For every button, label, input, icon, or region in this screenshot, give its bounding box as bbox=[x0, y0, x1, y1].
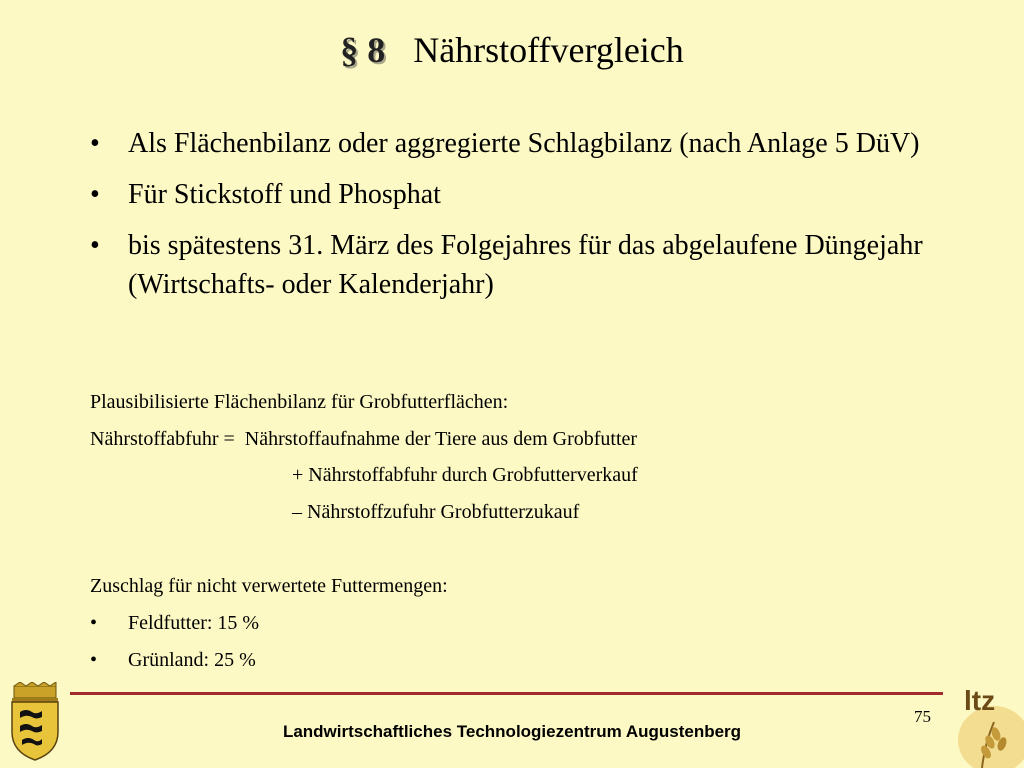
bullet-symbol: • bbox=[90, 612, 98, 634]
bullet-item bbox=[90, 226, 970, 304]
ltz-logo-icon bbox=[944, 680, 1024, 768]
footer-divider bbox=[70, 692, 943, 695]
surcharge-item-text: Feldfutter: 15 % bbox=[128, 612, 260, 634]
bullet-text: bis spätestens 31. März des Folgejahres für das abgelaufene Düngejahr (Wirtschafts- oder Kalenderjahr) bbox=[128, 230, 923, 300]
formula-line-3: – Nährstoffzufuhr Grobfutterzukauf bbox=[292, 501, 580, 523]
page-number: 75 bbox=[914, 707, 931, 726]
formula-line-2: + Nährstoffabfuhr durch Grobfutterverkauf bbox=[292, 464, 638, 486]
surcharge-item bbox=[90, 611, 259, 635]
section-number: § 8 bbox=[340, 30, 386, 70]
bullet-symbol: • bbox=[90, 128, 100, 159]
slide-title bbox=[0, 28, 1024, 72]
bullet-symbol: • bbox=[90, 179, 100, 210]
footer-institution: Landwirtschaftliches Technologiezentrum Augustenberg bbox=[282, 722, 742, 741]
title-text: Nährstoffvergleich bbox=[413, 30, 684, 70]
plausibility-heading: Plausibilisierte Flächenbilanz für Grobfutterflächen: bbox=[90, 391, 509, 413]
bullet-symbol: • bbox=[90, 649, 98, 671]
bullet-item bbox=[90, 175, 970, 214]
main-bullet-list bbox=[90, 124, 970, 316]
bullet-symbol: • bbox=[90, 230, 100, 261]
surcharge-heading: Zuschlag für nicht verwertete Futtermengen: bbox=[90, 575, 448, 597]
surcharge-item-text: Grünland: 25 % bbox=[128, 649, 256, 671]
bullet-text: Für Stickstoff und Phosphat bbox=[128, 179, 441, 210]
bullet-item bbox=[90, 124, 970, 163]
formula-line-1: Nährstoffabfuhr = Nährstoffaufnahme der Tiere aus dem Grobfutter bbox=[90, 428, 638, 450]
bullet-text: Als Flächenbilanz oder aggregierte Schlagbilanz (nach Anlage 5 DüV) bbox=[128, 128, 920, 159]
surcharge-item bbox=[90, 648, 256, 672]
ltz-logo-text: ltz bbox=[964, 685, 996, 716]
